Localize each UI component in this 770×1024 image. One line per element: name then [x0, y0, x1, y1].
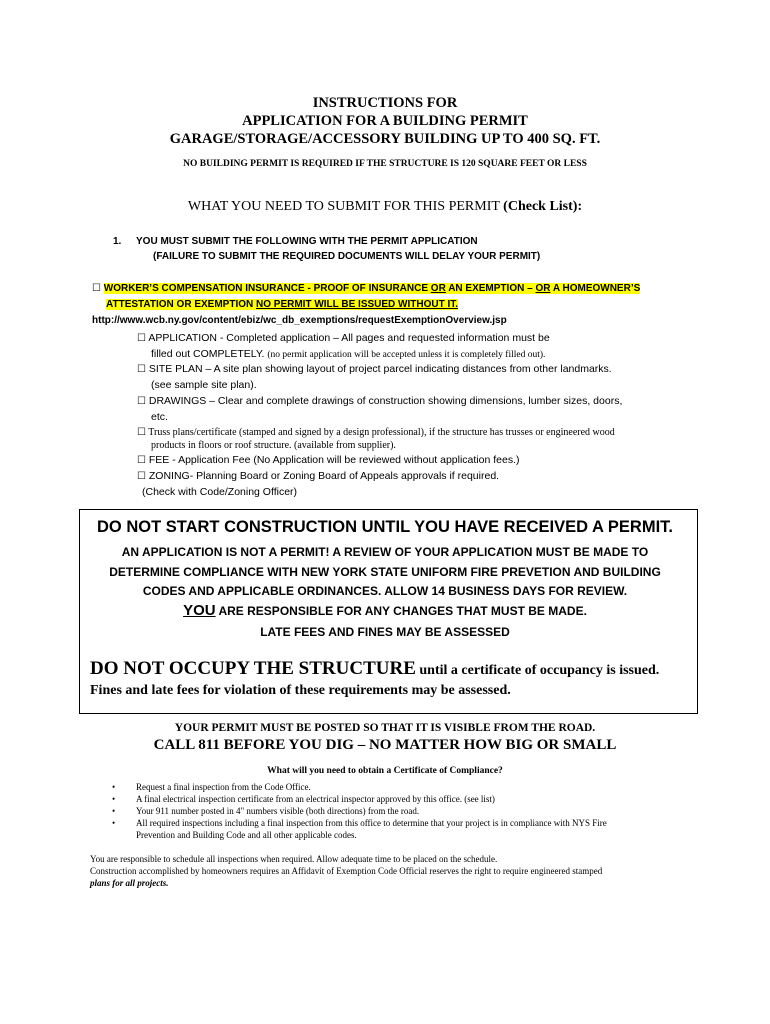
req-drawings	[137, 393, 622, 410]
title-line-1: INSTRUCTIONS FOR	[312, 95, 458, 111]
or-underlined: OR	[430, 283, 446, 294]
warning-headline: DO NOT START CONSTRUCTION UNTIL YOU HAVE RECEIVED A PERMIT.	[96, 518, 673, 536]
warning-line-1: AN APPLICATION IS NOT A PERMIT! A REVIEW OF YOUR APPLICATION MUST BE MADE TO	[121, 545, 649, 559]
checkbox-icon[interactable]: ☐	[137, 455, 146, 466]
list-item-text: Request a final inspection from the Code Office.	[136, 782, 311, 792]
list-item-continuation	[112, 829, 607, 841]
req-site-plan-line-2: (see sample site plan).	[151, 379, 257, 391]
item-1-line-1: YOU MUST SUBMIT THE FOLLOWING WITH THE PERMIT APPLICATION	[136, 236, 478, 247]
workers-comp-text-a: WORKER’S COMPENSATION INSURANCE - PROOF OF INSURANCE	[103, 283, 431, 294]
req-application-text-2: filled out COMPLETELY.	[151, 348, 265, 360]
warning-line-5: LATE FEES AND FINES MAY BE ASSESSED	[260, 625, 510, 639]
item-1-line-2: (FAILURE TO SUBMIT THE REQUIRED DOCUMENTS WILL DELAY YOUR PERMIT)	[153, 251, 541, 262]
or-underlined: OR	[535, 283, 551, 294]
req-site-plan	[137, 361, 612, 378]
checklist-heading-bold: (Check List):	[503, 199, 583, 214]
checklist-heading	[0, 199, 770, 215]
bullet-icon: •	[112, 782, 116, 792]
responsibility-line-3: plans for all projects.	[90, 878, 169, 888]
req-fee	[137, 452, 520, 469]
occupy-warning	[90, 658, 659, 680]
checklist-heading-text: WHAT YOU NEED TO SUBMIT FOR THIS PERMIT	[187, 199, 500, 214]
warning-line-4	[0, 602, 770, 619]
permit-posted-note: YOUR PERMIT MUST BE POSTED SO THAT IT IS VISIBLE FROM THE ROAD.	[174, 722, 596, 734]
list-item	[112, 817, 607, 829]
workers-comp-line-2	[106, 299, 458, 310]
req-application-note: (no permit application will be accepted unless it is completely filled out).	[267, 350, 546, 360]
you-emphasis: YOU	[183, 602, 216, 619]
bullet-icon: •	[112, 818, 116, 828]
responsibility-line-1: You are responsible to schedule all inspections when required. Allow adequate time to be placed on the schedule.	[90, 854, 498, 864]
workers-comp-text-b: AN EXEMPTION –	[445, 283, 536, 294]
req-zoning-note: (Check with Code/Zoning Officer)	[142, 486, 298, 498]
checkbox-icon[interactable]: ☐	[137, 364, 146, 375]
list-item-text: Prevention and Building Code and all other applicable codes.	[136, 830, 357, 840]
list-item-text: A final electrical inspection certificate from an electrical inspector approved by this office. (see list)	[136, 794, 495, 804]
item-1-number: 1.	[113, 236, 122, 247]
warning-line-2: DETERMINE COMPLIANCE WITH NEW YORK STATE UNIFORM FIRE PREVETION AND BUILDING	[109, 565, 661, 579]
checkbox-icon[interactable]: ☐	[137, 427, 146, 438]
bullet-icon: •	[112, 794, 116, 804]
list-item-text: All required inspections including a final inspection from this office to determine that your project is in compliance with NYS Fire	[136, 818, 607, 828]
fines-warning: Fines and late fees for violation of these requirements may be assessed.	[90, 683, 511, 698]
req-zoning-text: ZONING- Planning Board or Zoning Board of Appeals approvals if required.	[148, 470, 500, 482]
req-truss	[137, 426, 615, 439]
list-item	[112, 781, 607, 793]
warning-line-4-text: ARE RESPONSIBLE FOR ANY CHANGES THAT MUST BE MADE.	[215, 604, 587, 618]
req-truss-line-2: products in floors or roof structure. (available from supplier).	[151, 440, 396, 451]
list-item	[112, 805, 607, 817]
req-site-plan-text: SITE PLAN – A site plan showing layout of project parcel indicating distances from other landmarks.	[148, 363, 612, 375]
occupy-warning-small: until a certificate of occupancy is issued.	[415, 663, 660, 678]
req-zoning	[137, 468, 499, 485]
list-item-text: Your 911 number posted in 4" numbers visible (both directions) from the road.	[136, 806, 420, 816]
occupy-warning-big: DO NOT OCCUPY THE STRUCTURE	[90, 658, 416, 679]
req-drawings-line-2: etc.	[151, 411, 168, 423]
list-item	[112, 793, 607, 805]
call-811-note: CALL 811 BEFORE YOU DIG – NO MATTER HOW BIG OR SMALL	[153, 737, 617, 753]
title-line-3: GARAGE/STORAGE/ACCESSORY BUILDING UP TO 400 SQ. FT.	[169, 131, 601, 147]
checkbox-icon[interactable]: ☐	[137, 471, 146, 482]
req-truss-text: Truss plans/certificate (stamped and signed by a design professional), if the structure has trusses or engineered wood	[148, 427, 615, 438]
no-permit-note: NO BUILDING PERMIT IS REQUIRED IF THE STRUCTURE IS 120 SQUARE FEET OR LESS	[183, 159, 587, 169]
checkbox-icon[interactable]: ☐	[137, 396, 146, 407]
title-line-2: APPLICATION FOR A BUILDING PERMIT	[242, 113, 528, 129]
responsibility-line-2: Construction accomplished by homeowners requires an Affidavit of Exemption Code Official reserves the right to require engineered stamped	[90, 866, 603, 876]
no-permit-warning: NO PERMIT WILL BE ISSUED WITHOUT IT.	[256, 299, 459, 310]
bullet-icon: •	[112, 806, 116, 816]
req-fee-text: FEE - Application Fee (No Application will be reviewed without application fees.)	[148, 454, 520, 466]
workers-comp-text-d: ATTESTATION OR EXEMPTION	[106, 299, 256, 310]
responsibility-paragraph	[90, 853, 602, 889]
workers-comp-text-c: A HOMEOWNER’S	[550, 283, 641, 294]
warning-line-3: CODES AND APPLICABLE ORDINANCES. ALLOW 14 BUSINESS DAYS FOR REVIEW.	[142, 584, 628, 598]
workers-comp-line-1	[92, 283, 640, 294]
coc-title: What will you need to obtain a Certificate of Compliance?	[267, 766, 503, 776]
req-drawings-text: DRAWINGS – Clear and complete drawings of construction showing dimensions, lumber sizes, doors,	[148, 395, 623, 407]
checkbox-icon: ☐	[92, 283, 101, 294]
req-application	[137, 330, 550, 347]
checkbox-icon[interactable]: ☐	[137, 333, 146, 344]
exemption-url-link[interactable]: http://www.wcb.ny.gov/content/ebiz/wc_db_exemptions/requestExemptionOverview.jsp	[92, 315, 507, 326]
req-application-text: APPLICATION - Completed application – All pages and requested information must be	[148, 332, 550, 344]
coc-bullet-list	[112, 781, 607, 841]
